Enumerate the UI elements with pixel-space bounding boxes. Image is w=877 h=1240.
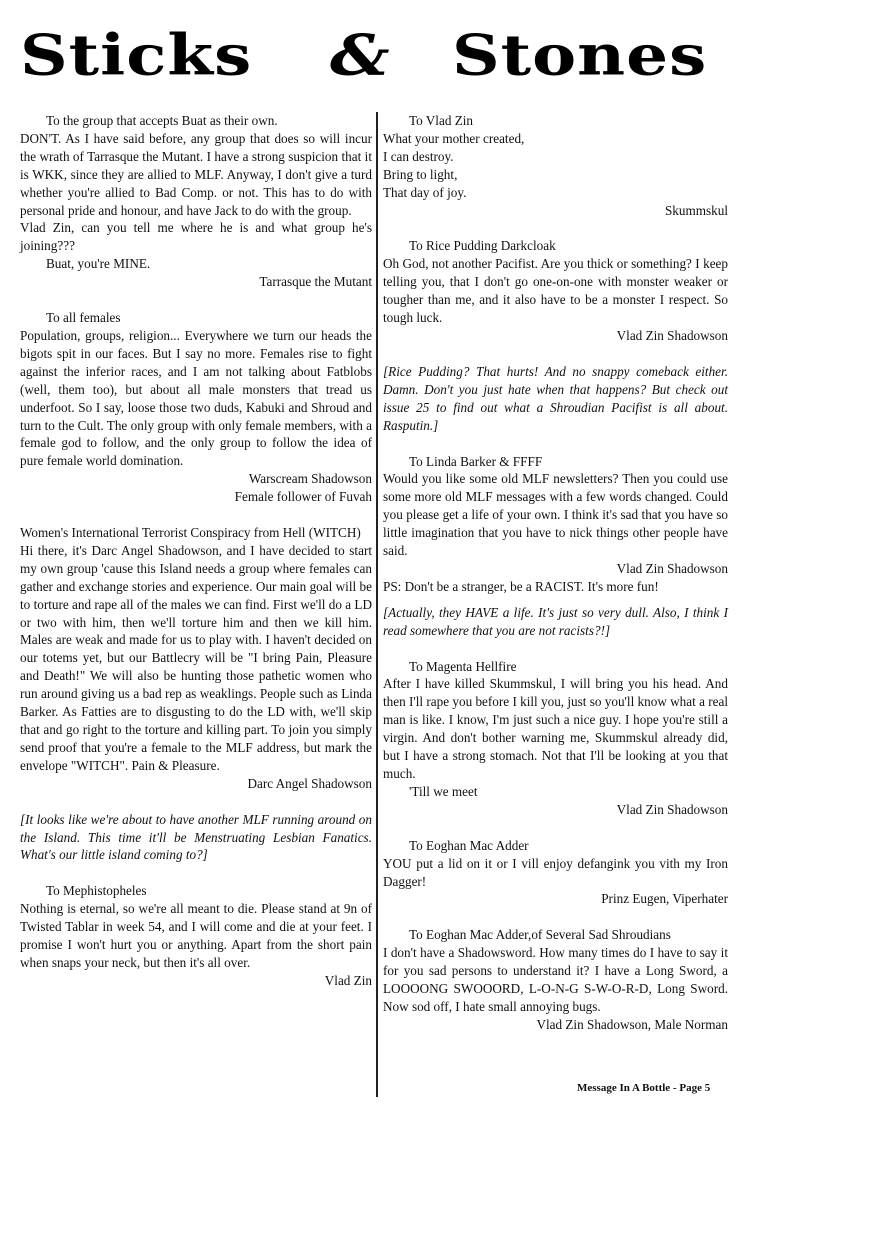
right-column [383,112,728,1034]
letter-signature: Female follower of Fuvah [234,489,372,505]
letter-heading: To Vlad Zin [409,113,474,128]
masthead-title [14,18,729,100]
title-word-stones: Stones [452,22,708,89]
letter-closing: 'Till we meet [409,783,478,799]
letter-signature: Darc Angel Shadowson [247,775,372,791]
editor-note: [Rice Pudding? That hurts! And no snappy comeback either. Damn. Don't you just hate when that happens? But check out issue 25 to find out what a Shroudian Pacifist is all about. Rasputin.] [383,363,728,433]
title-ampersand: & [330,22,391,89]
left-column [20,112,372,990]
letter-signature: Vlad Zin Shadowson [616,560,728,576]
letter-body: Nothing is eternal, so we're all meant to die. Please stand at 9n of Twisted Tablar in week 54, and I will come and die at your feet. I promise I won't hurt you or anything. Apart from the short pain when snaps your neck, but then it's all over. [20,901,372,970]
letter-heading: Women's International Terrorist Conspiracy from Hell (WITCH) [20,525,361,541]
letter-heading: To Mephistopheles [46,883,147,899]
editor-note: [It looks like we're about to have another MLF running around on the Island. This time it'll be Menstruating Lesbian Fanatics. What's our little island coming to?] [20,811,372,863]
letter-body: DON'T. As I have said before, any group that does so will incur the wrath of Tarrasque the Mutant. I have a strong suspicion that it is WKK, since they are allied to MLF. Anyway, I don't give a turd whether you're allied to Bad Comp. or not. This has to do with personal pride and honour, and have Jack to do with the group. [20,130,372,218]
letter-body: Hi there, it's Darc Angel Shadowson, and I have decided to start my own group 'cause this Island needs a group where females can gather and exchange stories and experience. Our main goal will be to torture and rape all of the males we can find. First we'll do a LD or two with him, then we'll torture him and then we kill him. Males are weak and made for us to play with. I haven't decided on our totems yet, but our Battlecry will be "I bring Pain, Pleasure and Death!" We will also be hunting those pathetic women who run around giving us a bad rep as weaklings. People such as Linda Barker. As Fatties are to disgusting to do the LD with, we'll skip that and go right to the torture and killing part. To join you simply send proof that you're a female to the MLF address, but mark the envelope "WITCH". Pain & Pleasure. [20,542,372,773]
letter-body: Buat, you're MINE. [46,256,151,272]
letter-body: YOU put a lid on it or I vill enjoy defangink you vith my Iron Dagger! [383,855,728,889]
title-word-sticks: Sticks [20,22,253,89]
column-divider [376,112,378,1097]
letter-signature: Warscream Shadowson [248,471,372,487]
letter-signature: Skummskul [664,202,728,218]
letter-signature: Vlad Zin Shadowson [616,801,728,817]
letter-signature: Tarrasque the Mutant [259,274,372,290]
letter-body: Oh God, not another Pacifist. Are you thick or something? I keep telling you, that I don't go one-on-one with monster weaker or tougher than me, and it also have to be a monster I respect. So tough luck. [383,256,728,326]
letter-body: I don't have a Shadowsword. How many times do I have to say it for you sad persons to understand it? I have a Long Sword, a LOOOONG SWOOORD, L-O-N-G S-W-O-R-D, Long Sword. Now sod off, I hate small annoying bugs. [383,945,728,1014]
letter-postscript: PS: Don't be a stranger, be a RACIST. It's more fun! [383,578,659,594]
letter-body: After I have killed Skummskul, I will bring you his head. And then I'll rape you before I kill you, just so you'll know what a real man is like. I know, I'm just such a nice guy. I hope you're still a virgin. And don't bother warning me, Skummskul already did, but I have a strong stomach. Not that I'll be looking at you that much. [383,676,728,781]
letter-heading: To Rice Pudding Darkcloak [409,238,556,254]
poem-line: What your mother created, [383,130,525,146]
letter-heading: To Magenta Hellfire [409,658,517,674]
poem-line: Bring to light, [383,166,458,182]
poem [383,130,728,202]
letter-signature: Prinz Eugen, Viperhater [601,891,728,907]
letter-heading: To Eoghan Mac Adder,of Several Sad Shroudians [409,927,671,943]
letter-body: Population, groups, religion... Everywhere we turn our heads the bigots spit in our faces. But I say no more. Females rise to fight against the inferior races, and I am not talking about Fatblobs (well, them too), but about all male monsters that tread us underfoot. So I say, loose those two duds, Kabuki and Shroud and turn to the Cult. The only group with only female members, with a female god to follow, and the only group to follow the idea of pure female world domination. [20,327,372,469]
letter-heading: To Linda Barker & FFFF [409,453,543,469]
page-footer: Message In A Bottle - Page 5 [577,1082,711,1094]
letter-heading: To the group that accepts Buat as their own. [46,113,278,128]
editor-note: [Actually, they HAVE a life. It's just so very dull. Also, I think I read somewhere that you are not racists?!] [383,604,728,638]
letter-signature: Vlad Zin [324,972,372,988]
letter-body: Would you like some old MLF newsletters? Then you could use some more old MLF messages with a few words changed. Could you please get a life of your own. I think it's sad that you have so little imagination that you have to nick things other people have said. [383,471,728,559]
poem-line: I can destroy. [383,148,454,164]
letter-signature: Vlad Zin Shadowson [616,327,728,343]
letter-heading: To all females [46,310,121,326]
poem-line: That day of joy. [383,184,467,200]
letter-signature: Vlad Zin Shadowson, Male Norman [536,1016,728,1032]
letter-heading: To Eoghan Mac Adder [409,837,529,853]
letter-body: Vlad Zin, can you tell me where he is and what group he's joining??? [20,220,372,254]
